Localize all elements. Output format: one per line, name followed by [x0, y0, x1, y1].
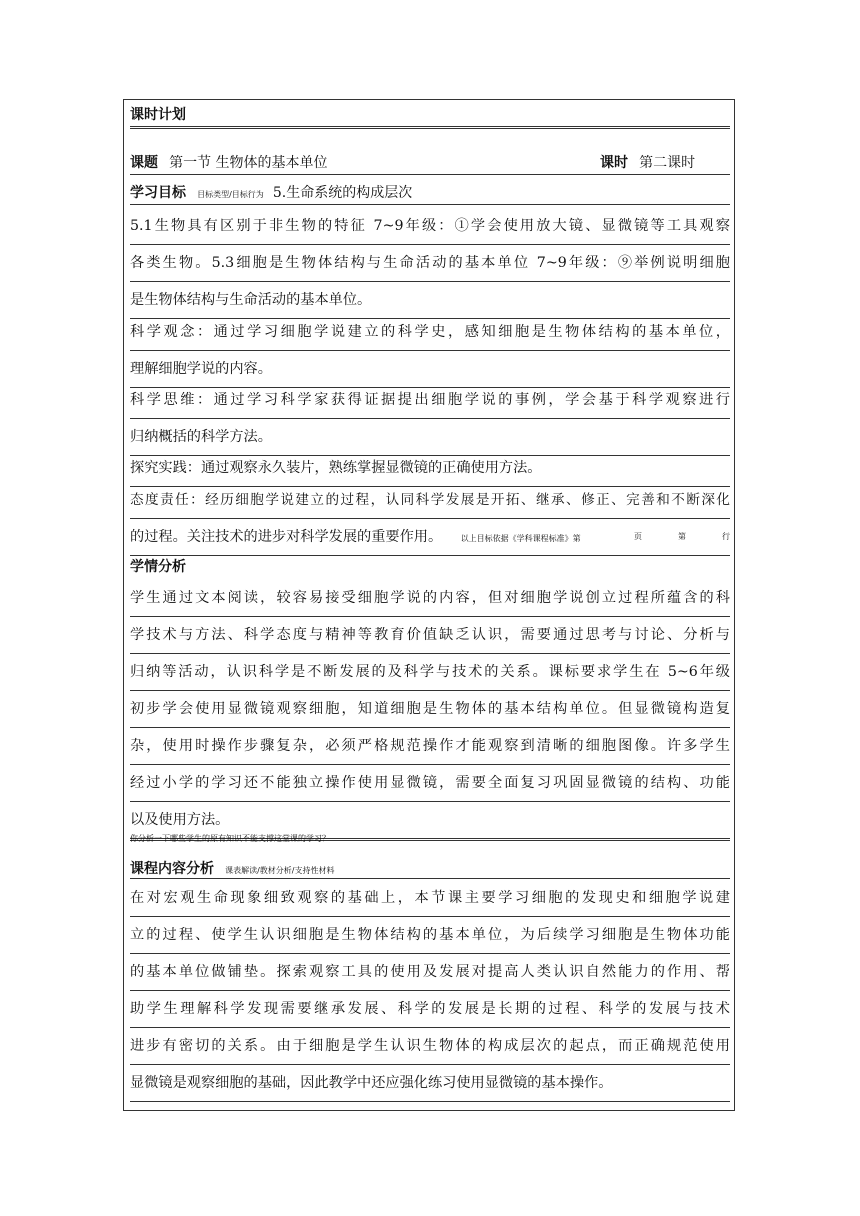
- text-line: 5.1生物具有区别于非生物的特征 7~9年级：①学会使用放大镜、显微镜等工具观察: [130, 208, 730, 245]
- text-line: 科学观念：通过学习细胞学说建立的科学史，感知细胞是生物体结构的基本单位，: [130, 314, 730, 351]
- text-line: 立的过程、使学生认识细胞是生物体结构的基本单位，为后续学习细胞是生物体功能: [130, 917, 730, 954]
- goals-heading: [130, 182, 730, 205]
- text-line: 以及使用方法。: [130, 802, 730, 839]
- goals-thinking: [130, 382, 730, 456]
- student-analysis-prompt-row: [130, 826, 730, 841]
- text-line: [130, 519, 730, 556]
- text-line: 归纳等活动，认识科学是不断发展的及科学与技术的关系。课标要求学生在 5~6年级: [130, 654, 730, 691]
- topic-label: 课题: [130, 155, 158, 171]
- page-title: 课时计划: [130, 107, 186, 123]
- text-line: 探究实践：通过观察永久装片，熟练掌握显微镜的正确使用方法。: [130, 450, 730, 487]
- text-line: 学生通过文本阅读，较容易接受细胞学说的内容，但对细胞学说创立过程所蕴含的科: [130, 580, 730, 617]
- text-line: 归纳概括的科学方法。: [130, 419, 730, 456]
- student-analysis-label: 学情分析: [130, 559, 186, 575]
- content-analysis-heading: [130, 858, 730, 879]
- lesson-plan-header: [130, 104, 730, 129]
- text-line: 经过小学的学习还不能独立操作使用显微镜，需要全面复习巩固显微镜的结构、功能: [130, 765, 730, 802]
- goals-line-label: 行: [722, 532, 730, 541]
- student-analysis-heading: [130, 556, 730, 578]
- text-line: 的基本单位做铺垫。探索观察工具的使用及发展对提高人类认识自然能力的作用、帮: [130, 954, 730, 991]
- goals-concept: [130, 314, 730, 388]
- text-line: 初步学会使用显微镜观察细胞，知道细胞是生物体的基本结构单位。但显微镜构造复: [130, 691, 730, 728]
- text-line: 理解细胞学说的内容。: [130, 351, 730, 388]
- topic-row: [130, 152, 730, 175]
- student-analysis-text: [130, 580, 730, 839]
- goals-page-label: 页: [634, 532, 642, 541]
- period-value: 第二课时: [639, 155, 696, 171]
- text-line: 科学思维：通过学习科学家获得证据提出细胞学说的事例，学会基于科学观察进行: [130, 382, 730, 419]
- goals-sub-label: 目标类型/目标行为: [197, 190, 264, 199]
- text-line: 进步有密切的关系。由于细胞是学生认识生物体的构成层次的起点，而正确规范使用: [130, 1028, 730, 1065]
- text-line: 在对宏观生命现象细致观察的基础上，本节课主要学习细胞的发现史和细胞学说建: [130, 880, 730, 917]
- goals-attitude: [130, 482, 730, 556]
- text-line: 助学生理解科学发现需要继承发展、科学的发展是长期的过程、科学的发展与技术: [130, 991, 730, 1028]
- text-line: 态度责任：经历细胞学说建立的过程，认同科学发展是开拓、继承、修正、完善和不断深化: [130, 482, 730, 519]
- goals-label: 学习目标: [130, 185, 186, 201]
- goals-line-prefix: 第: [678, 532, 686, 541]
- goals-standards: [130, 208, 730, 319]
- goals-head-text: 5.生命系统的构成层次: [272, 185, 413, 201]
- text-line: 是生物体结构与生命活动的基本单位。: [130, 282, 730, 319]
- goals-source-note: 以上目标依据《学科课程标准》第: [460, 534, 581, 543]
- text-line: 杂，使用时操作步骤复杂，必须严格规范操作才能观察到清晰的细胞图像。许多学生: [130, 728, 730, 765]
- student-analysis-prompt: 你分析一下哪些学生的原有知识不能支撑这堂课的学习？: [130, 834, 330, 843]
- content-analysis-sub-label: 课表解读/教材分析/支持性材料: [225, 866, 335, 875]
- content-analysis-text: [130, 880, 730, 1102]
- topic-value: 第一节 生物体的基本单位: [169, 155, 328, 171]
- text-line: 各类生物。5.3细胞是生物体结构与生命活动的基本单位 7~9年级：⑨举例说明细胞: [130, 245, 730, 282]
- text-line: 学技术与方法、科学态度与精神等教育价值缺乏认识，需要通过思考与讨论、分析与: [130, 617, 730, 654]
- period-label: 课时: [600, 155, 628, 171]
- content-analysis-label: 课程内容分析: [130, 861, 214, 877]
- text-line: 显微镜是观察细胞的基础，因此教学中还应强化练习使用显微镜的基本操作。: [130, 1065, 730, 1102]
- attitude-line-2: 的过程。关注技术的进步对科学发展的重要作用。: [130, 529, 443, 545]
